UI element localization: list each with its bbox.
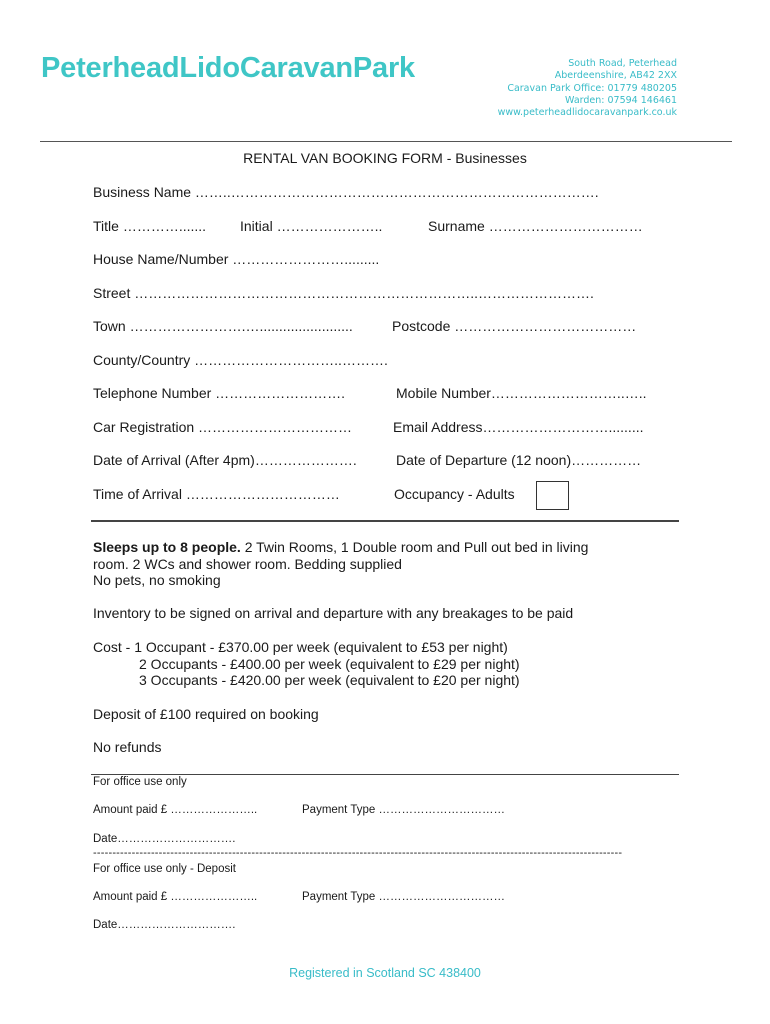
office-use-heading: For office use only [93,776,187,788]
sleeps-info [93,539,588,589]
payment-type-field[interactable]: Payment Type …………………………… [302,804,505,816]
phone-office: Caravan Park Office: 01779 480205 [507,82,677,94]
email-field[interactable]: Email Address………………………......... [393,419,644,435]
cost-line-3: 3 Occupants - £420.00 per week (equivalent to £20 per night) [139,672,520,688]
arrival-time-field[interactable]: Time of Arrival …………………………… [93,486,340,502]
surname-field[interactable]: Surname …………………………… [428,218,643,234]
arrival-date-field[interactable]: Date of Arrival (After 4pm)…………………. [93,452,357,468]
county-field[interactable]: County/Country …………………………..………. [93,352,388,368]
title-field[interactable]: Title …………....... [93,218,207,234]
house-field[interactable]: House Name/Number ……………………......... [93,251,380,267]
office-date-field[interactable]: Date…………………………. [93,833,236,845]
address-line: South Road, Peterhead [568,58,677,69]
registration-footer: Registered in Scotland SC 438400 [289,966,481,980]
website-link[interactable]: www.peterheadlidocaravanpark.co.uk [497,107,677,119]
sleeps-rooms: 2 Twin Rooms, 1 Double room and Pull out bed in living [240,539,589,555]
postcode-field[interactable]: Postcode ………………………………… [392,318,637,334]
address-line: Aberdeenshire, AB42 2XX [554,70,677,82]
occupancy-label: Occupancy - Adults [394,486,515,502]
sleeps-line-2: room. 2 WCs and shower room. Bedding supplied [93,555,402,572]
business-name-field[interactable]: Business Name ……..……………………………………………………………………. [93,184,599,200]
company-address [498,58,677,119]
deposit-date-field[interactable]: Date…………………………. [93,919,236,931]
section-divider [91,520,679,522]
initial-field[interactable]: Initial ………………….. [240,218,383,234]
cost-line-1: Cost - 1 Occupant - £370.00 per week (equivalent to £53 per night) [93,639,508,655]
car-registration-field[interactable]: Car Registration …………………………… [93,419,353,435]
header-divider [40,141,732,142]
refunds-note: No refunds [93,739,162,755]
town-field[interactable]: Town …………………….…........................ [93,318,353,334]
cost-list [93,639,520,689]
form-title: RENTAL VAN BOOKING FORM - Businesses [243,150,527,166]
inventory-note: Inventory to be signed on arrival and departure with any breakages to be paid [93,605,574,621]
sleeps-bold: Sleeps up to 8 people. [93,539,241,555]
office-divider [91,774,679,775]
street-field[interactable]: Street ………………………………………………………………..……………………. [93,285,594,301]
occupancy-input-box[interactable] [536,481,569,510]
cost-line-2: 2 Occupants - £400.00 per week (equivalent to £29 per night) [139,655,520,672]
departure-date-field[interactable]: Date of Departure (12 noon)…………… [396,452,642,468]
sleeps-line-3: No pets, no smoking [93,572,221,588]
deposit-amount-field[interactable]: Amount paid £ ………………….. [93,891,258,903]
deposit-office-heading: For office use only - Deposit [93,863,236,875]
deposit-payment-type-field[interactable]: Payment Type …………………………… [302,891,505,903]
dashed-separator: ----------------------------------------------------------------------------------------------------------------------------------------- [93,847,623,859]
phone-warden: Warden: 07594 146461 [565,94,677,106]
telephone-field[interactable]: Telephone Number ………………………. [93,385,346,401]
deposit-note: Deposit of £100 required on booking [93,706,319,722]
mobile-field[interactable]: Mobile Number………………………..….. [396,385,647,401]
amount-paid-field[interactable]: Amount paid £ ………………….. [93,804,258,816]
company-logo-text: PeterheadLidoCaravanPark [41,52,415,84]
